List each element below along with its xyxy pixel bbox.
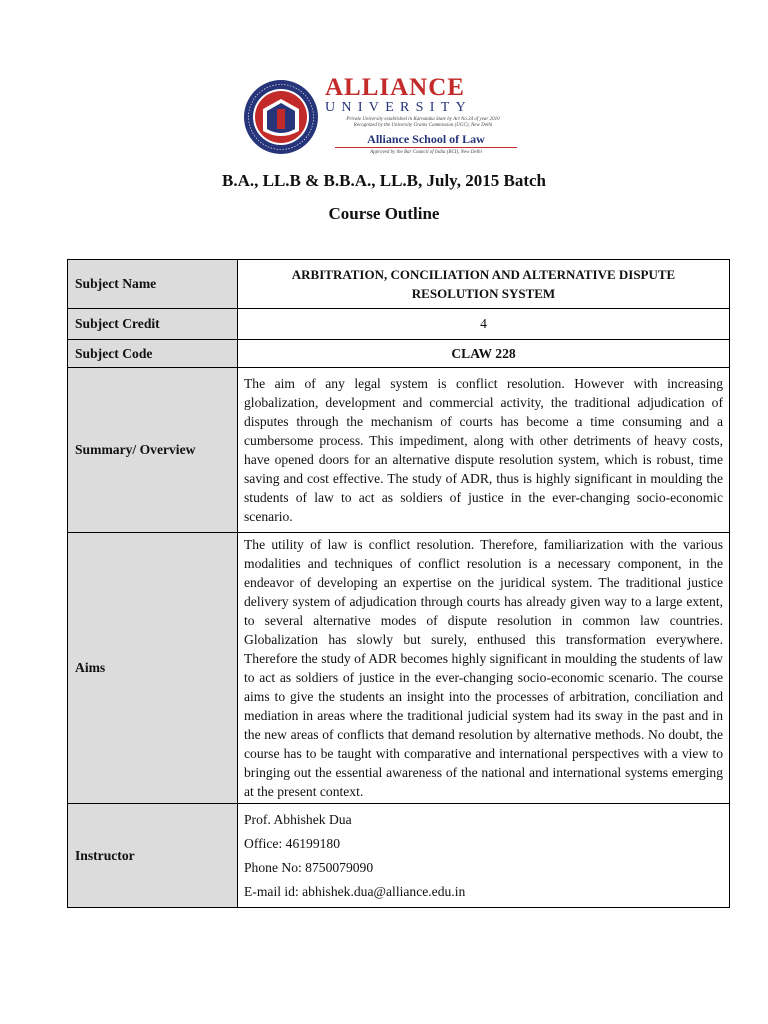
logo-divider bbox=[335, 147, 517, 148]
instructor-label: Instructor bbox=[68, 804, 238, 908]
logo-fine-print-1: Private University established in Karnataka State by Act No.34 of year 2010 bbox=[346, 117, 500, 122]
subject-name-line-1: ARBITRATION, CONCILIATION AND ALTERNATIVE DISPUTE bbox=[291, 267, 676, 282]
table-row bbox=[68, 368, 730, 533]
aims-text: The utility of law is conflict resolution. Therefore, familiarization with the various modalities and techniques of conflict resolution is a necessary component, in the endeavor of developing an expertise on the juridical system. The traditional justice delivery system of adjudication through courts has already given way to a large extent, to several alternative modes of dispute resolution in common law countries. Globalization has slowly but surely, enthused this transformation everywhere. Therefore the study of ADR becomes highly significant in moulding the students of law to act as soldiers of justice in the ever-changing socio-economic scenario. The course aims to give the students an insight into the processes of arbitration, conciliation and mediation in areas where the traditional judicial system had its sway in the past and in the new areas of conflicts that demand resolution by alternative methods. No doubt, the course has to be taught with comparative and international perspectives with a view to bringing out the essential awareness of the national and international systems emerging at the present context. bbox=[238, 533, 730, 804]
instructor-email: E-mail id: abhishek.dua@alliance.edu.in bbox=[244, 883, 466, 899]
summary-label: Summary/ Overview bbox=[68, 368, 238, 533]
logo-school-name: Alliance School of Law bbox=[367, 132, 485, 146]
subject-name-label: Subject Name bbox=[68, 260, 238, 309]
course-outline-table bbox=[67, 259, 730, 908]
table-row bbox=[68, 260, 730, 309]
instructor-name: Prof. Abhishek Dua bbox=[244, 811, 352, 827]
subject-name-value bbox=[238, 260, 730, 309]
batch-heading: B.A., LL.B & B.B.A., LL.B, July, 2015 Batch bbox=[221, 171, 546, 190]
subject-name-line-2: RESOLUTION SYSTEM bbox=[411, 286, 556, 301]
university-logo bbox=[243, 76, 528, 162]
table-row bbox=[68, 533, 730, 804]
table-row bbox=[68, 309, 730, 340]
logo-fine-print-2: Recognized by the University Grants Commission (UGC), New Delhi bbox=[353, 123, 493, 128]
summary-text: The aim of any legal system is conflict resolution. However with increasing globalization, development and commercial activity, the traditional adjudication of disputes through the mechanism of courts has become a time consuming and a cumbersome process. This impediment, along with other detriments of heavy costs, have opened doors for an alternative dispute resolution system, which is robust, time saving and cost effective. The study of ADR, thus is highly significant in moulding the students of law to act as soldiers of justice in the ever-changing socio-economic scenario. bbox=[238, 368, 730, 533]
subject-credit-label: Subject Credit bbox=[68, 309, 238, 340]
table-row bbox=[68, 340, 730, 368]
document-title: Course Outline bbox=[328, 204, 440, 223]
subject-credit-value: 4 bbox=[238, 309, 730, 340]
aims-label: Aims bbox=[68, 533, 238, 804]
instructor-phone: Phone No: 8750079090 bbox=[244, 859, 374, 875]
subject-code-value: CLAW 228 bbox=[238, 340, 730, 368]
logo-university: UNIVERSITY bbox=[325, 100, 472, 115]
table-row bbox=[68, 804, 730, 908]
logo-fine-print bbox=[323, 117, 523, 129]
logo-approved: Approved by the Bar Council of India (BCI), New Delhi bbox=[370, 150, 482, 155]
instructor-details bbox=[238, 804, 730, 908]
university-seal-icon bbox=[243, 79, 319, 155]
subject-code-label: Subject Code bbox=[68, 340, 238, 368]
logo-name: ALLIANCE bbox=[325, 74, 465, 101]
instructor-office: Office: 46199180 bbox=[244, 835, 341, 851]
